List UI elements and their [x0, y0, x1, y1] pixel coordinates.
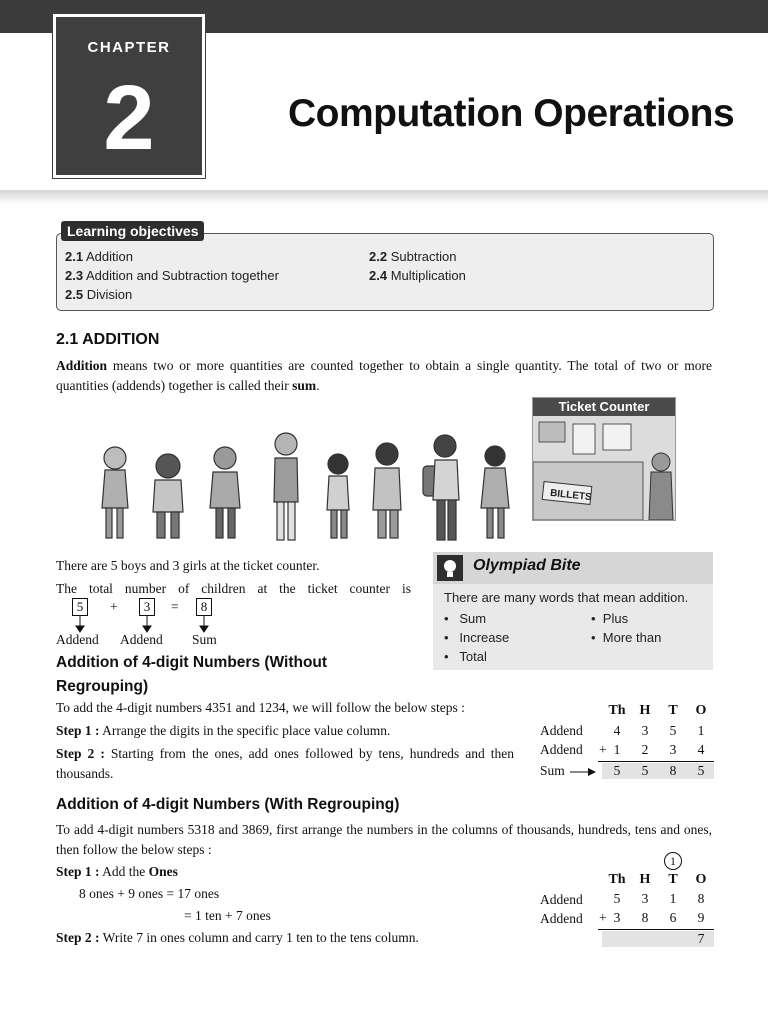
ticket-counter-label: Ticket Counter: [533, 398, 675, 416]
learning-objectives-tag: Learning objectives: [61, 221, 204, 241]
digit-cell: 1: [697, 723, 705, 738]
digit-cell: 8: [641, 910, 649, 925]
digit-cell: 5: [613, 891, 621, 906]
eq-equals: =: [171, 599, 179, 614]
children-queue-illustration: [95, 430, 525, 548]
ticket-counter-illustration: [532, 397, 676, 521]
olympiad-bite-box: [433, 552, 713, 670]
eq-sum: 8: [196, 597, 212, 617]
regroup-heading: Addition of 4-digit Numbers (With Regrouping): [56, 796, 400, 813]
eq-addend-1: 5: [72, 597, 88, 617]
sum-line: [598, 929, 714, 930]
header-shadow: [0, 190, 768, 204]
chapter-number: 2: [103, 67, 155, 169]
eq-addend-2: 3: [139, 597, 155, 617]
digit-cell: 3: [641, 723, 649, 738]
digit-cell: 4: [697, 742, 705, 757]
chapter-title: Computation Operations: [288, 92, 735, 135]
digit-cell: 5: [697, 763, 705, 778]
arrow-right-icon: [570, 767, 596, 777]
no-regroup-heading: Addition of 4-digit Numbers (Without Regrouping): [56, 654, 328, 695]
column-header: O: [695, 703, 707, 718]
sum-line: [598, 761, 714, 762]
no-regroup-intro: To add the 4-digit numbers 4351 and 1234, we will follow the below steps :: [56, 700, 465, 715]
regroup-step2: Step 2 : Write 7 in ones column and carry 1 ten to the tens column.: [56, 930, 419, 945]
regroup-step1: Step 1 : Add the Ones: [56, 864, 178, 879]
plus-sign: +: [599, 910, 607, 925]
chapter-box: [53, 14, 205, 178]
column-header: H: [639, 872, 651, 887]
column-header: T: [668, 703, 678, 718]
digit-cell: 5: [641, 763, 649, 778]
lightbulb-icon: [437, 555, 463, 581]
list-item: • Sum: [444, 611, 487, 626]
list-item: • More than: [591, 630, 662, 645]
billets-sign: BILLETS: [549, 487, 593, 504]
digit-cell: 9: [697, 910, 705, 925]
row-label: Addend: [540, 911, 583, 926]
objective-item: 2.1 Addition: [65, 249, 133, 264]
digit-cell: 2: [641, 742, 649, 757]
digit-cell: 7: [697, 931, 705, 946]
digit-cell: 3: [613, 910, 621, 925]
list-item: • Increase: [444, 630, 510, 645]
objective-item: 2.3 Addition and Subtraction together: [65, 268, 279, 283]
list-item: • Plus: [591, 611, 629, 626]
objective-item: 2.5 Division: [65, 287, 133, 302]
regroup-line2: = 1 ten + 7 ones: [184, 908, 271, 923]
digit-cell: 6: [669, 910, 677, 925]
digit-cell: 5: [613, 763, 621, 778]
column-header: O: [695, 872, 707, 887]
no-regroup-step1: Step 1 : Arrange the digits in the specific place value column.: [56, 723, 391, 738]
digit-cell: 3: [669, 742, 677, 757]
olympiad-bite-intro: There are many words that mean addition.: [444, 590, 689, 605]
section-heading: 2.1 ADDITION: [56, 331, 160, 348]
digit-cell: 5: [669, 723, 677, 738]
eq-label-sum: Sum: [192, 632, 217, 647]
no-regroup-step2: Step 2 : Starting from the ones, add ones followed by tens, hundreds and then thousands.: [56, 746, 515, 781]
eq-label-addend-2: Addend: [120, 632, 163, 647]
column-header: H: [639, 703, 651, 718]
digit-cell: 8: [697, 891, 705, 906]
digit-cell: 8: [669, 763, 677, 778]
regroup-intro: To add 4-digit numbers 5318 and 3869, first arrange the numbers in the columns of thousands, hundreds, tens and ones, then follow the below steps :: [56, 822, 712, 857]
sentence-total: The total number of children at the ticket counter is: [56, 581, 411, 596]
digit-cell: 3: [641, 891, 649, 906]
row-label: Addend: [540, 742, 583, 757]
sentence-boys-girls: There are 5 boys and 3 girls at the ticket counter.: [56, 558, 320, 573]
digit-cell: 1: [669, 891, 677, 906]
row-label: Addend: [540, 723, 583, 738]
plus-sign: +: [599, 742, 607, 757]
intro-paragraph: Addition means two or more quantities are counted together to obtain a single quantity. The total of two or more quantities (addends) together is called their sum.: [56, 358, 712, 393]
column-header: Th: [608, 703, 626, 718]
ticket-booth-drawing: [533, 416, 675, 520]
chapter-label: CHAPTER: [87, 39, 171, 56]
regroup-line1: 8 ones + 9 ones = 17 ones: [79, 886, 220, 901]
row-label: Sum: [540, 763, 565, 778]
row-label: Addend: [540, 892, 583, 907]
digit-cell: 1: [613, 742, 621, 757]
eq-plus: +: [110, 599, 118, 614]
olympiad-bite-title: Olympiad Bite: [473, 557, 581, 574]
column-header: Th: [608, 872, 626, 887]
objective-item: 2.4 Multiplication: [369, 268, 466, 283]
carry-circle: 1: [664, 852, 682, 870]
digit-cell: 4: [613, 723, 621, 738]
eq-label-addend-1: Addend: [56, 632, 99, 647]
objective-item: 2.2 Subtraction: [369, 249, 457, 264]
column-header: T: [668, 872, 678, 887]
list-item: • Total: [444, 649, 487, 664]
